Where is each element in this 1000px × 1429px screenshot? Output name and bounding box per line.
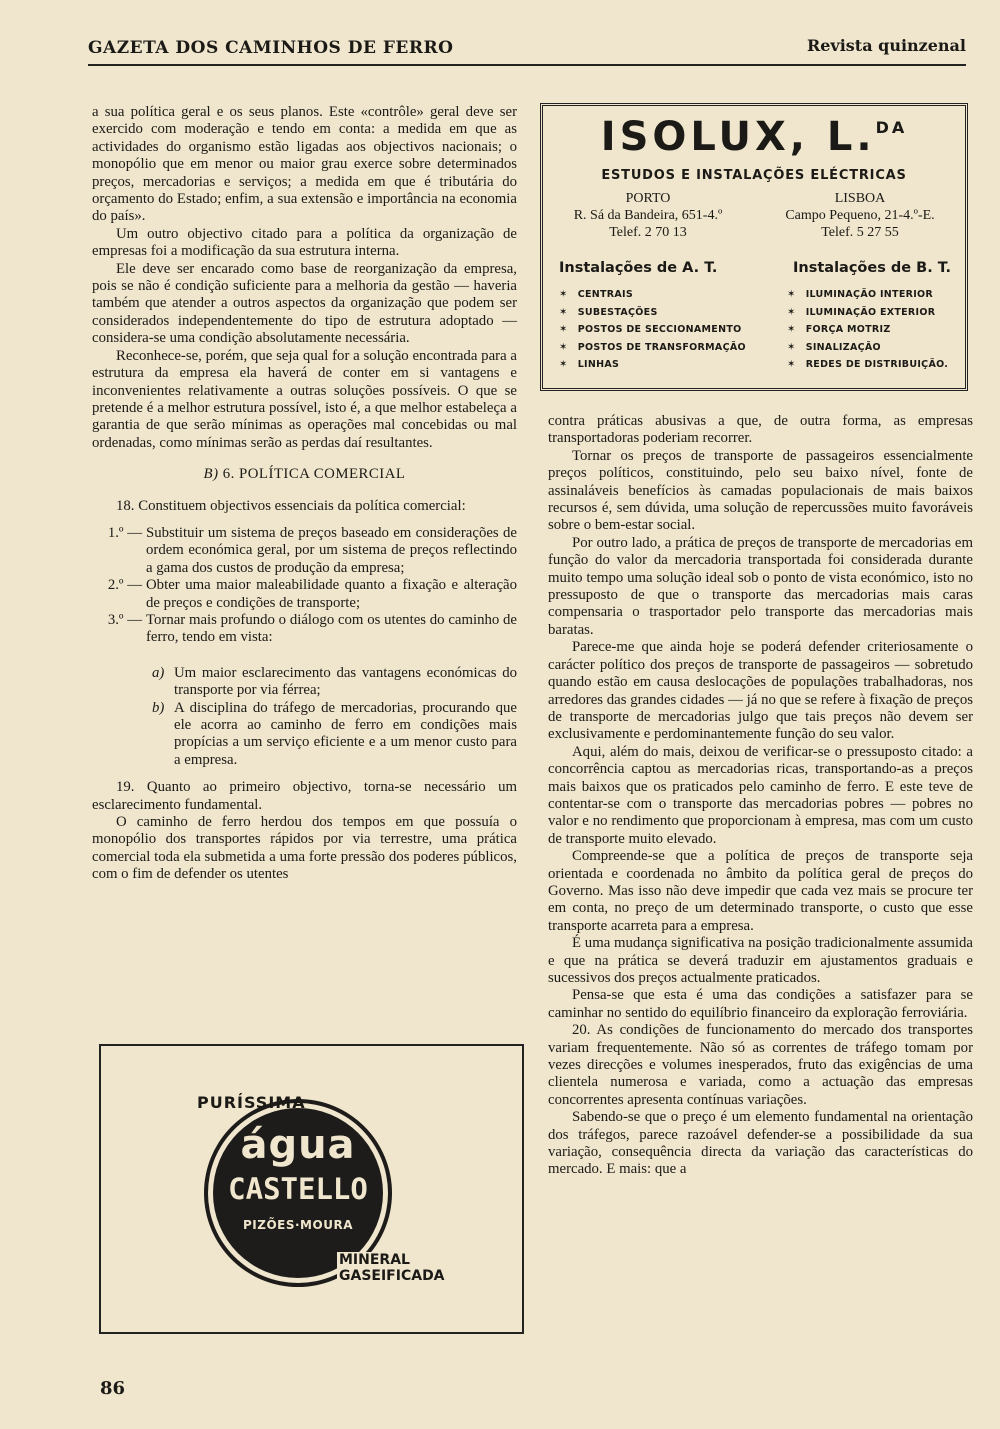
list-item: ✶ CENTRAIS bbox=[559, 286, 746, 304]
isolux-brand-suffix: DA bbox=[875, 118, 908, 137]
list-text: Substituir um sistema de preços baseado em considerações de ordem económica geral, por um sistema de preços reflectindo a gama dos custos de produção da empresa; bbox=[146, 524, 517, 576]
paragraph: Por outro lado, a prática de preços de transporte de mercadorias em função do valor da mercadoria transportada foi considerada durante muito tempo uma solução ideal sob o ponto de vista económico, isto no pressuposto de que o transporte das mercadorias mais caras compensaria o trasportador pelo transporte das mercadorias mais baratas. bbox=[548, 534, 973, 638]
sub-item-text: Um maior esclarecimento das vantagens económicas do transporte por via férrea; bbox=[174, 664, 517, 699]
paragraph: Pensa-se que esta é uma das condições a satisfazer para se caminhar no sentido do equilíbrio financeiro da exploração ferroviária. bbox=[548, 987, 973, 1021]
paragraph: Reconhece-se, porém, que seja qual for a solução encontrada para a estrutura da empresa ela haverá de conter em si vantagens e inconvenientes relativamente a outras soluções possíveis. O que se pretende é a melhor estrutura possível, isto é, a que melhor estabeleça a garantia de que serão mínimas as operações mal concebidas ou mal ordenadas, como mínimas serão as perdas daí resultantes. bbox=[92, 347, 517, 451]
list-number: 2.º — bbox=[107, 577, 142, 594]
paragraph: Ele deve ser encarado como base de reorganização da empresa, pois se não é condição suficiente para a melhoria da gestão — haveria também que atender a outros aspectos da organização que podem ser considerados independentemente do tipo de estrutura adoptado — considera-se uma condição absolutamente necessária. bbox=[92, 260, 517, 347]
paragraph: Aqui, além do mais, deixou de verificar-se o pressuposto citado: a concorrência captou as mercadorias ricas, transportando-as a preços mais baixos que os praticados pelo caminho de ferro. E este teve de contentar-se com o transporte das mercadorias pobres — pobres no valor e no rendimento que proporcionam à empresa, mas com um custo de transporte muito elevado. bbox=[548, 743, 973, 847]
list-item: ✶ POSTOS DE TRANSFORMAÇÃO bbox=[559, 339, 746, 357]
paragraph: Parece-me que ainda hoje se poderá defender criteriosamente o carácter político dos preços de transporte de passageiros — sobretudo quando estão em causa deslocações de populações trabalhadoras, nos arredores das grandes cidades — já no que se refere à fixação de preços de transporte de mercadorias julgo que tais preços não devem ser exclusivamente e perdominantemente função do seu valor. bbox=[548, 639, 973, 743]
left-column bbox=[92, 104, 517, 884]
paragraph: Um outro objectivo citado para a política da organização de empresas foi a modificação da sua estrutura interna. bbox=[92, 225, 517, 260]
paragraph: a sua política geral e os seus planos. Este «contrôle» geral deve ser exercido com moderação e tendo em conta: a medida em que as actividades do organismo estão ligadas aos objectivos nacionais; o monopólio que em menor ou maior grau exerce sobre determinados preços, mercadorias e serviços; a medida em que é tributária do orçamento do Estado; enfim, a sua extensão e importância na economia do país». bbox=[92, 104, 517, 225]
journal-subtitle: Revista quinzenal bbox=[806, 36, 966, 55]
agua-mineral: MINERAL bbox=[339, 1252, 410, 1268]
list-item: ✶ ILUMINAÇÃO EXTERIOR bbox=[787, 304, 948, 322]
cap-brand: CASTELLO bbox=[228, 1172, 368, 1206]
office-city: LISBOA bbox=[834, 191, 886, 206]
spacer bbox=[92, 515, 517, 525]
list-item: ✶ FORÇA MOTRIZ bbox=[787, 321, 948, 339]
office-address: Campo Pequeno, 21-4.º-E. bbox=[785, 208, 935, 223]
list-text: Obter uma maior maleabilidade quanto a fixação e alteração de preços e condições de transporte; bbox=[146, 577, 517, 611]
office-address: R. Sá da Bandeira, 651-4.º bbox=[573, 208, 723, 223]
section-title: 6. POLÍTICA COMERCIAL bbox=[222, 466, 406, 483]
list-item: ✶ POSTOS DE SECCIONAMENTO bbox=[559, 321, 746, 339]
at-installations-title: Instalações de A. T. bbox=[559, 260, 718, 276]
list-number: 1.º — bbox=[107, 524, 142, 541]
paragraph: Tornar os preços de transporte de passageiros essencialmente preços políticos, constituindo, pelo seu baixo nível, fonte de assinaláveis benefícios às camadas populacionais de mais baixos recursos é, sem dúvida, uma solução de repercussões muito favoráveis sobre o bem-estar social. bbox=[548, 447, 973, 534]
isolux-tagline: ESTUDOS E INSTALAÇÕES ELÉCTRICAS bbox=[601, 168, 907, 183]
list-text: Tornar mais profundo o diálogo com os utentes do caminho de ferro, tendo em vista: bbox=[146, 611, 517, 646]
list-item bbox=[92, 577, 517, 612]
bt-installations-list bbox=[787, 286, 948, 374]
list-item: ✶ ILUMINAÇÃO INTERIOR bbox=[787, 286, 948, 304]
sub-item-letter: a) bbox=[152, 664, 165, 681]
paragraph: 18. Constituem objectivos essenciais da política comercial: bbox=[116, 497, 466, 514]
page-number: 86 bbox=[100, 1378, 126, 1399]
sub-item bbox=[152, 665, 517, 700]
agua-bottom-label bbox=[337, 1252, 447, 1284]
sub-item bbox=[152, 700, 517, 770]
list-item bbox=[92, 525, 517, 577]
office-city: PORTO bbox=[625, 191, 671, 206]
list-item bbox=[92, 612, 517, 647]
list-item: ✶ SINALIZAÇÃO bbox=[787, 339, 948, 357]
office-phone: Telef. 5 27 55 bbox=[821, 225, 899, 240]
list-item: ✶ REDES DE DISTRIBUIÇÃO. bbox=[787, 356, 948, 374]
at-installations-list bbox=[559, 286, 746, 374]
page-header bbox=[88, 34, 966, 66]
cap-place: PIZÕES·MOURA bbox=[243, 1218, 353, 1232]
list-item: ✶ LINHAS bbox=[559, 356, 746, 374]
isolux-porto-office bbox=[543, 190, 753, 241]
agua-gaseificada: GASEIFICADA bbox=[339, 1268, 445, 1284]
paragraph: contra práticas abusivas a que, de outra forma, as empresas transportadoras poderiam recorrer. bbox=[548, 413, 973, 447]
paragraph: 19. Quanto ao primeiro objectivo, torna-se necessário um esclarecimento fundamental. bbox=[92, 779, 517, 813]
paragraph: Sabendo-se que o preço é um elemento fundamental na orientação dos tráfegos, parece razoável defender-se a possibilidade da sua variação, consequência directa da variação das características do mercado. E mais: que a bbox=[548, 1109, 973, 1178]
sub-item-letter: b) bbox=[152, 699, 165, 716]
isolux-advertisement bbox=[540, 103, 968, 391]
paragraph: Compreende-se que a política de preços de transporte seja orientada e coordenada no âmbito da política geral de preços do Governo. Mas isso não deve impedir que cada vez mais se procure ter em conta, no preço de um determinado transporte, o custo que esse transporte acarreta para a empresa. bbox=[548, 848, 973, 934]
isolux-lisboa-office bbox=[755, 190, 965, 241]
section-letter: B) bbox=[203, 466, 219, 483]
section-heading bbox=[92, 466, 517, 483]
list-number: 3.º — bbox=[107, 611, 142, 628]
paragraph: É uma mudança significativa na posição tradicionalmente assumida e que na prática se deverá traduzir em ajustamentos graduais e sucessivos dos preços actualmente praticados. bbox=[548, 935, 973, 986]
paragraph: O caminho de ferro herdou dos tempos em que possuía o monopólio dos transportes rápidos por via terrestre, uma prática comercial toda ela submetida a uma forte pressão dos poderes públicos, com o fim de defender os utentes bbox=[92, 814, 517, 883]
bt-installations-title: Instalações de B. T. bbox=[793, 260, 951, 276]
journal-title: GAZETA DOS CAMINHOS DE FERRO bbox=[88, 38, 454, 58]
paragraph: 20. As condições de funcionamento do mercado dos transportes variam frequentemente. Não só as correntes de tráfego tomam por vezes direcções e volumes inesperados, fruto das exigências de uma clientela numerosa e variada, como a actuação das empresas concorrentes apresenta contínuas variações. bbox=[548, 1022, 973, 1108]
agua-top-label: PURÍSSIMA bbox=[197, 1093, 306, 1112]
list-item: ✶ SUBESTAÇÕES bbox=[559, 304, 746, 322]
sub-item-text: A disciplina do tráfego de mercadorias, procurando que ele acorra ao caminho de ferro em condições mais propícias a um serviço eficiente e a um menor custo para a empresa. bbox=[174, 699, 517, 768]
spacer bbox=[92, 769, 517, 779]
office-phone: Telef. 2 70 13 bbox=[609, 225, 687, 240]
agua-castello-advertisement bbox=[99, 1044, 524, 1334]
right-column bbox=[548, 413, 973, 1179]
isolux-brand-name: ISOLUX, L. bbox=[600, 114, 876, 160]
spacer bbox=[92, 647, 517, 665]
isolux-brand bbox=[543, 114, 965, 160]
cap-word: água bbox=[240, 1122, 356, 1168]
